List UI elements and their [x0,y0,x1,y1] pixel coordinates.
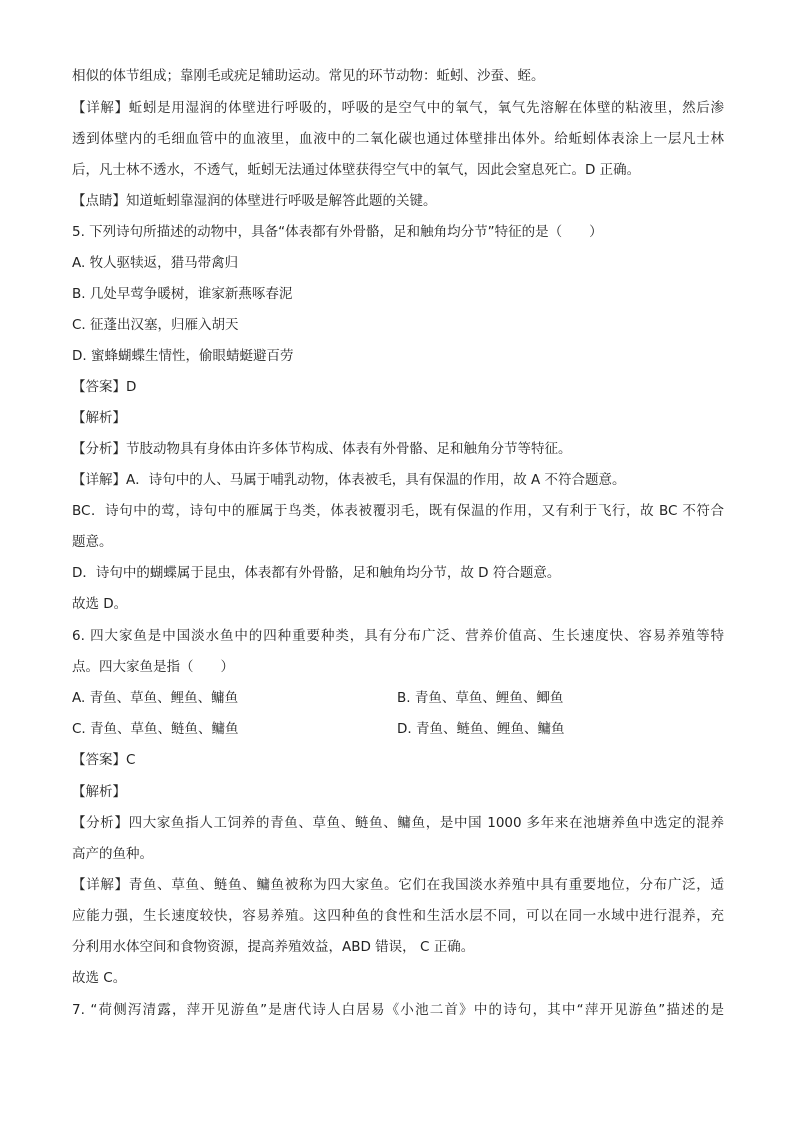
q5-option-b: B. 几处早莺争暖树，谁家新燕啄春泥 [72,286,293,302]
q6-detail-line-1: 【详解】青鱼、草鱼、鲢鱼、鳙鱼被称为四大家鱼。它们在我国淡水养殖中具有重要地位，分布广泛，适 [72,877,724,893]
q5-stem: 5. 下列诗句所描述的动物中，具备“体表都有外骨骼，足和触角均分节”特征的是（ ） [72,224,603,240]
q7-stem-line-1: 7. “荷侧泻清露，萍开见游鱼”是唐代诗人白居易《小池二首》中的诗句，其中“萍开见游鱼”描述的是 [72,1002,724,1018]
q6-detail-line-3: 分利用水体空间和食物资源，提高养殖效益，ABD 错误， C 正确。 [72,939,475,955]
q6-analysis-heading: 【解析】 [72,784,126,800]
q6-option-c: C. 青鱼、草鱼、鲢鱼、鳙鱼 [72,721,239,737]
q6-answer: 【答案】C [72,752,136,768]
q6-option-d: D. 青鱼、鲢鱼、鲤鱼、鳙鱼 [397,721,565,737]
q4-detail-line-1: 【详解】蚯蚓是用湿润的体壁进行呼吸的，呼吸的是空气中的氧气，氧气先溶解在体壁的粘液里，然后渗 [72,100,724,116]
q5-detail-line-2: BC．诗句中的莺，诗句中的雁属于鸟类，体表被覆羽毛，既有保温的作用，又有利于飞行，故 BC 不符合 [72,503,724,519]
q6-conclusion: 故选 C。 [72,970,127,986]
q6-fenxi-line-2: 高产的鱼种。 [72,846,153,862]
q5-option-c: C. 征蓬出汉塞，归雁入胡天 [72,317,239,333]
q5-detail-line-3: 题意。 [72,534,113,550]
q5-answer: 【答案】D [72,379,137,395]
q5-option-d: D. 蜜蜂蝴蝶生情性，偷眼蜻蜓避百劳 [72,348,294,364]
q4-detail-line-3: 后，凡士林不透水，不透气，蚯蚓无法通过体壁获得空气中的氧气，因此会窒息死亡。D 正确。 [72,162,641,178]
q4-comment: 【点睛】知道蚯蚓靠湿润的体壁进行呼吸是解答此题的关键。 [72,193,437,209]
q6-stem-line-2: 点。四大家鱼是指（ ） [72,659,234,675]
q6-fenxi-line-1: 【分析】四大家鱼指人工饲养的青鱼、草鱼、鲢鱼、鳙鱼，是中国 1000 多年来在池塘养鱼中选定的混养 [72,815,724,831]
q5-conclusion: 故选 D。 [72,596,128,612]
q6-option-a: A. 青鱼、草鱼、鲤鱼、鳙鱼 [72,690,239,706]
q4-detail-line-2: 透到体壁内的毛细血管中的血液里，血液中的二氧化碳也通过体壁排出体外。给蚯蚓体表涂上一层凡士林 [72,131,724,147]
q5-detail-line-4: D．诗句中的蝴蝶属于昆虫，体表都有外骨骼，足和触角均分节，故 D 符合题意。 [72,565,561,581]
q5-detail-line-1: 【详解】A．诗句中的人、马属于哺乳动物，体表被毛，具有保温的作用，故 A 不符合题意。 [72,472,626,488]
q5-fenxi: 【分析】节肢动物具有身体由许多体节构成、体表有外骨骼、足和触角分节等特征。 [72,441,572,457]
q6-stem-line-1: 6. 四大家鱼是中国淡水鱼中的四种重要种类，具有分布广泛、营养价值高、生长速度快、容易养殖等特 [72,628,724,644]
q5-analysis-heading: 【解析】 [72,410,126,426]
q5-option-a: A. 牧人驱犊返，猎马带禽归 [72,255,239,271]
q4-explanation-tail: 相似的体节组成；靠刚毛或疣足辅助运动。常见的环节动物：蚯蚓、沙蚕、蛭。 [72,68,545,84]
q6-detail-line-2: 应能力强，生长速度较快，容易养殖。这四种鱼的食性和生活水层不同，可以在同一水域中进行混养，充 [72,908,724,924]
q6-option-b: B. 青鱼、草鱼、鲤鱼、鲫鱼 [397,690,564,706]
